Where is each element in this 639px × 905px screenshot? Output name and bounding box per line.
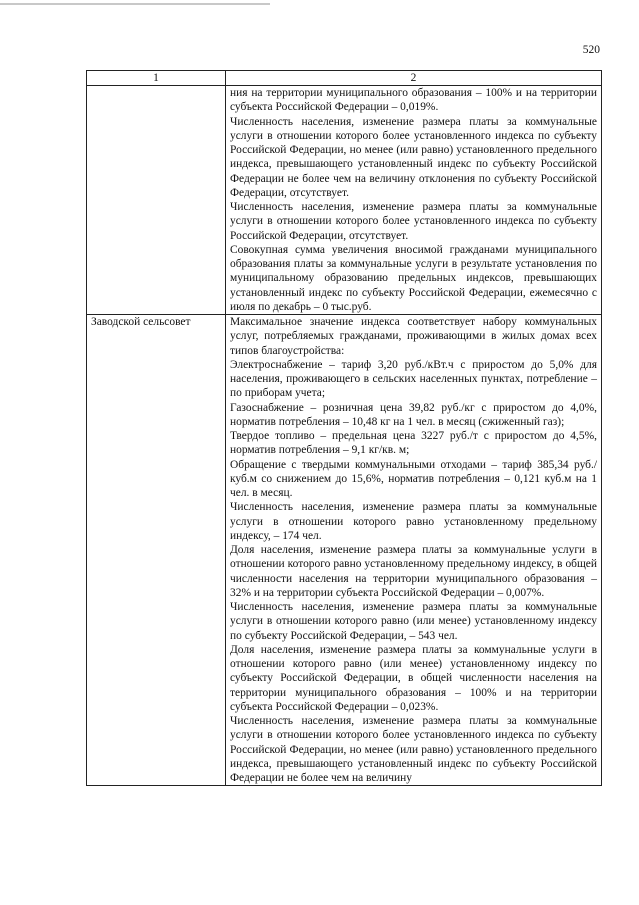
paragraph: Совокупная сумма увеличения вносимой гражданами муниципального образования платы за коммунальные услуги в результате установления по муниципальному образованию предельных индексов, превышающих установленный индекс по субъекту Российской Федерации, ежемесячно с июля по декабрь – 0 тыс.руб. — [230, 243, 597, 313]
paragraph: Газоснабжение – розничная цена 39,82 руб./кг с приростом до 4,0%, норматив потребления – 10,48 кг на 1 чел. в месяц (сжиженный газ); — [230, 401, 597, 428]
table-row — [87, 315, 602, 786]
paragraph: Обращение с твердыми коммунальными отходами – тариф 385,34 руб./куб.м со снижением до 15,6%, норматив потребления – 0,121 куб.м на 1 чел. в месяц. — [230, 458, 597, 499]
column-header-2: 2 — [226, 71, 602, 86]
region-cell: Заводской сельсовет — [87, 315, 226, 786]
paragraph: Доля населения, изменение размера платы за коммунальные услуги в отношении которого равно (или менее) установленному индексу по субъекту Российской Федерации, в общей численности населения на территории муниципального образования – 100% и на территории субъекта Российской Федерации – 0,023%. — [230, 643, 597, 713]
scan-edge-line — [0, 3, 270, 5]
paragraph: Доля населения, изменение размера платы за коммунальные услуги в отношении которого равно установленному предельному индексу, в общей численности населения на территории муниципального образования – 32% и на территории субъекта Российской Федерации – 0,007%. — [230, 544, 597, 599]
content-cell — [226, 315, 602, 786]
table-header-row — [87, 71, 602, 86]
column-header-1: 1 — [87, 71, 226, 86]
content-cell — [226, 86, 602, 315]
paragraph: Численность населения, изменение размера платы за коммунальные услуги в отношении которого более установленного индекса по субъекту Российской Федерации, но менее (или равно) установленного предельного индекса, превышающего установленный индекс по субъекту Российской Федерации не более чем на величину отклонения по субъекту Российской Федерации, отсутствует. — [230, 115, 597, 199]
paragraph: Численность населения, изменение размера платы за коммунальные услуги в отношении которого более установленного индекса по субъекту Российской Федерации, отсутствует. — [230, 201, 597, 242]
paragraph: Численность населения, изменение размера платы за коммунальные услуги в отношении которого равно (или менее) установленному индексу по субъекту Российской Федерации, – 543 чел. — [230, 601, 597, 642]
paragraph: Электроснабжение – тариф 3,20 руб./кВт.ч с приростом до 5,0% для населения, проживающего в сельских населенных пунктах, потребление – по приборам учета; — [230, 358, 597, 400]
paragraph: Численность населения, изменение размера платы за коммунальные услуги в отношении которого более установленного индекса по субъекту Российской Федерации, но менее (или равно) установленного предельного индекса, превышающего установленный индекс по субъекту Российской Федерации не более чем на величину — [230, 715, 597, 784]
paragraph: Твердое топливо – предельная цена 3227 руб./т с приростом до 4,5%, норматив потребления – 9,1 кг/кв. м; — [230, 430, 597, 457]
region-cell — [87, 86, 226, 315]
paragraph: Численность населения, изменение размера платы за коммунальные услуги в отношении которого равно установленному предельному индексу, – 174 чел. — [230, 501, 597, 542]
paragraph: ния на территории муниципального образования – 100% и на территории субъекта Российской Федерации – 0,019%. — [230, 87, 597, 114]
table-row — [87, 86, 602, 315]
document-table — [86, 70, 602, 786]
page-number: 520 — [582, 44, 600, 56]
paragraph: Максимальное значение индекса соответствует набору коммунальных услуг, потребляемых гражданами, проживающими в жилых домах всех типов благоустройства: — [230, 316, 597, 357]
